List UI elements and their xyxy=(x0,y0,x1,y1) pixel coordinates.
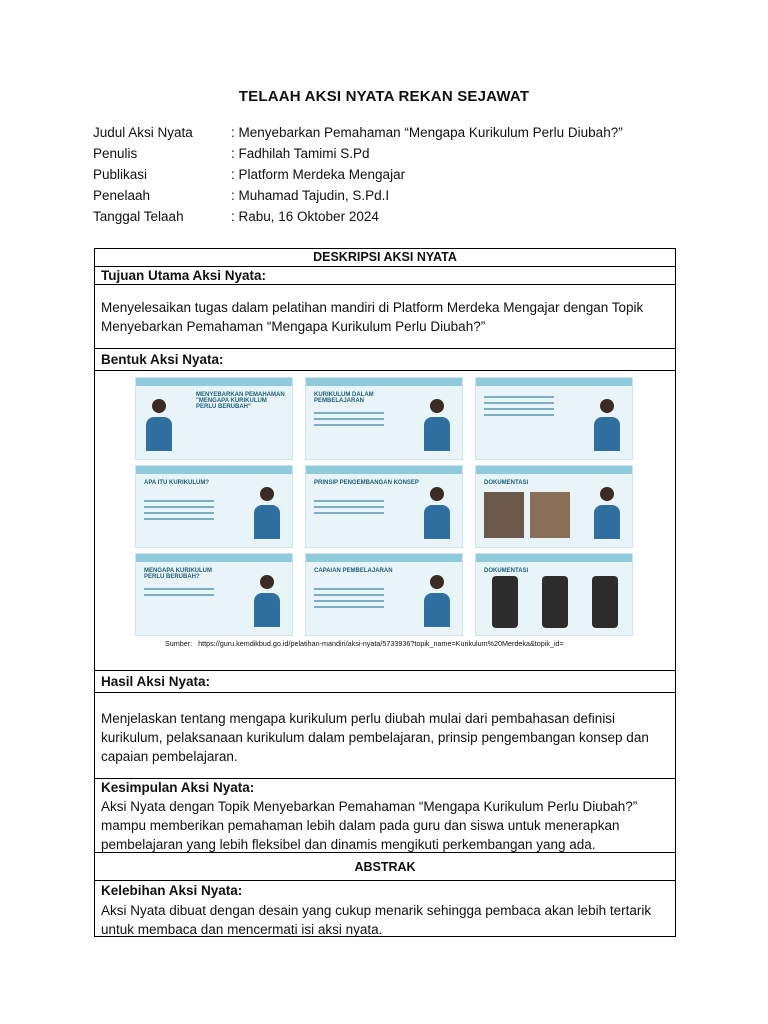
slide-title: PRINSIP PENGEMBANGAN KONSEP xyxy=(314,480,419,486)
kelebihan-heading: Kelebihan Aksi Nyata: xyxy=(101,883,243,898)
meta-label: Tanggal Telaah xyxy=(93,209,184,224)
phone-screenshot xyxy=(492,576,518,628)
meta-row-judul xyxy=(93,122,623,143)
source-label: Sumber: xyxy=(165,639,193,648)
tujuan-cell xyxy=(95,285,675,349)
slide-8 xyxy=(305,553,463,636)
slide-1 xyxy=(135,377,293,460)
meta-value: : Muhamad Tajudin, S.Pd.I xyxy=(231,188,390,203)
kesimpulan-heading: Kesimpulan Aksi Nyata: xyxy=(101,780,255,795)
meta-label: Penulis xyxy=(93,146,138,161)
phone-screenshot xyxy=(592,576,618,628)
source-line xyxy=(165,639,564,648)
bentuk-cell xyxy=(95,371,675,671)
meta-row-tanggal xyxy=(93,206,623,227)
slides-grid xyxy=(135,377,635,637)
meta-value: : Menyebarkan Pemahaman “Mengapa Kurikulum Perlu Diubah?” xyxy=(231,125,623,140)
phone-screenshot xyxy=(542,576,568,628)
slide-title: DOKUMENTASI xyxy=(484,480,529,486)
meta-value: : Fadhilah Tamimi S.Pd xyxy=(231,146,370,161)
kelebihan-cell xyxy=(95,901,675,936)
deskripsi-header: DESKRIPSI AKSI NYATA xyxy=(95,249,675,267)
slide-2 xyxy=(305,377,463,460)
slide-9 xyxy=(475,553,633,636)
documentation-photo xyxy=(530,492,570,538)
slide-3 xyxy=(475,377,633,460)
slide-title: CAPAIAN PEMBELAJARAN xyxy=(314,568,393,574)
document-title: TELAAH AKSI NYATA REKAN SEJAWAT xyxy=(238,88,530,105)
slide-title: MENGAPA KURIKULUM PERLU BERUBAH? xyxy=(144,568,212,580)
bentuk-heading: Bentuk Aksi Nyata: xyxy=(95,349,675,371)
kelebihan-text: Aksi Nyata dibuat dengan desain yang cukup menarik sehingga pembaca akan lebih tertarik untuk membaca dan mencermati isi aksi nyata. xyxy=(101,903,652,937)
hasil-heading: Hasil Aksi Nyata: xyxy=(95,671,675,693)
slide-7 xyxy=(135,553,293,636)
meta-row-publikasi xyxy=(93,164,623,185)
meta-row-penulis xyxy=(93,143,623,164)
meta-label: Penelaah xyxy=(93,188,151,203)
slide-title: MENYEBARKAN PEMAHAMAN "MENGAPA KURIKULUM PERLU BERUBAH" xyxy=(196,392,285,410)
meta-label: Judul Aksi Nyata xyxy=(93,125,193,140)
hasil-cell xyxy=(95,693,675,779)
slide-4 xyxy=(135,465,293,548)
kesimpulan-text: Aksi Nyata dengan Topik Menyebarkan Pemahaman “Mengapa Kurikulum Perlu Diubah?” mampu memberikan pemahaman lebih dalam pada guru dan siswa untuk menerapkan pembelajaran yang lebih fleksibel dan dinamis mengikuti perkembangan yang ada. xyxy=(101,799,638,852)
documentation-photo xyxy=(484,492,524,538)
kesimpulan-cell xyxy=(95,797,675,853)
tujuan-text: Menyelesaikan tugas dalam pelatihan mandiri di Platform Merdeka Mengajar dengan Topik Menyebarkan Pemahaman “Mengapa Kurikulum Perlu Diubah?” xyxy=(101,300,644,334)
metadata-list xyxy=(93,122,623,227)
meta-value: : Rabu, 16 Oktober 2024 xyxy=(231,209,379,224)
slide-title: KURIKULUM DALAM PEMBELAJARAN xyxy=(314,392,374,404)
hasil-text: Menjelaskan tentang mengapa kurikulum perlu diubah mulai dari pembahasan definisi kurikulum, pelaksanaan kurikulum dalam pembelajaran, prinsip pengembangan konsep dan capaian pembelajaran. xyxy=(101,711,649,764)
tujuan-heading: Tujuan Utama Aksi Nyata: xyxy=(95,267,675,285)
slide-5 xyxy=(305,465,463,548)
abstrak-header: ABSTRAK xyxy=(95,853,675,881)
slide-title: APA ITU KURIKULUM? xyxy=(144,480,209,486)
source-url: https://guru.kemdikbud.go.id/pelatihan-mandiri/aksi-nyata/5733936?topik_name=Kurikulum%20Merdeka&topik_id= xyxy=(198,639,564,648)
slide-title: DOKUMENTASI xyxy=(484,568,529,574)
meta-row-penelaah xyxy=(93,185,623,206)
slide-6 xyxy=(475,465,633,548)
meta-label: Publikasi xyxy=(93,167,148,182)
review-table xyxy=(94,248,676,937)
meta-value: : Platform Merdeka Mengajar xyxy=(231,167,406,182)
